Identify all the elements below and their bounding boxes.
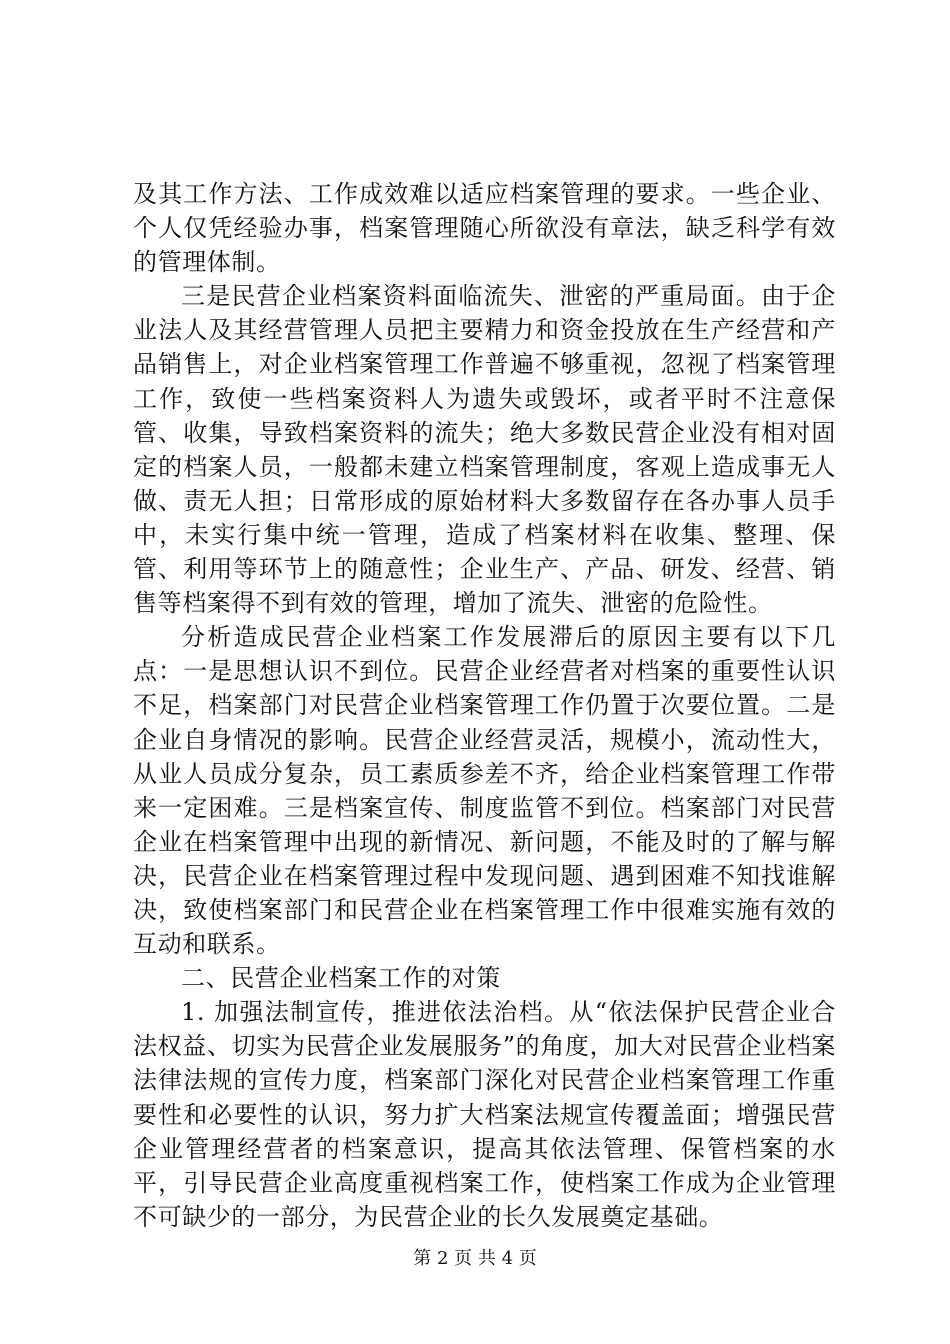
page-number-footer: 第 2 页 共 4 页 (413, 1248, 537, 1269)
document-body (133, 177, 836, 1234)
paragraph-archive-loss: 三是民营企业档案资料面临流失、泄密的严重局面。由于企业法人及其经营管理人员把主要精力和资金投放在生产经营和产品销售上，对企业档案管理工作普遍不够重视，忽视了档案管理工作，致使一些档案资料人为遗失或毁坏，或者平时不注意保管、收集，导致档案资料的流失；绝大多数民营企业没有相对固定的档案人员，一般都未建立档案管理制度，客观上造成事无人做、责无人担；日常形成的原始材料大多数留存在各办事人员手中，未实行集中统一管理，造成了档案材料在收集、整理、保管、利用等环节上的随意性；企业生产、产品、研发、经营、销售等档案得不到有效的管理，增加了流失、泄密的危险性。 (133, 282, 836, 618)
paragraph-legal-publicity: 1. 加强法制宣传，推进依法治档。从“依法保护民营企业合法权益、切实为民营企业发展服务”的角度，加大对民营企业档案法律法规的宣传力度，档案部门深化对民营企业档案管理工作重要性和必要性的认识，努力扩大档案法规宣传覆盖面；增强民营企业管理经营者的档案意识，提高其依法管理、保管档案的水平，引导民营企业高度重视档案工作，使档案工作成为企业管理不可缺少的一部分，为民营企业的长久发展奠定基础。 (133, 998, 836, 1231)
paragraph-cause-analysis: 分析造成民营企业档案工作发展滞后的原因主要有以下几点：一是思想认识不到位。民营企业经营者对档案的重要性认识不足，档案部门对民营企业档案管理工作仍置于次要位置。二是企业自身情况的影响。民营企业经营灵活，规模小，流动性大，从业人员成分复杂，员工素质参差不齐，给企业档案管理工作带来一定困难。三是档案宣传、制度监管不到位。档案部门对民营企业在档案管理中出现的新情况、新问题，不能及时的了解与解决，民营企业在档案管理过程中发现问题、遇到困难不知找谁解决，致使档案部门和民营企业在档案管理工作中很难实施有效的互动和联系。 (133, 623, 836, 959)
section-heading-countermeasures: 二、民营企业档案工作的对策 (181, 964, 501, 993)
paragraph-continuation: 及其工作方法、工作成效难以适应档案管理的要求。一些企业、个人仅凭经验办事，档案管理随心所欲没有章法，缺乏科学有效的管理体制。 (133, 180, 836, 277)
